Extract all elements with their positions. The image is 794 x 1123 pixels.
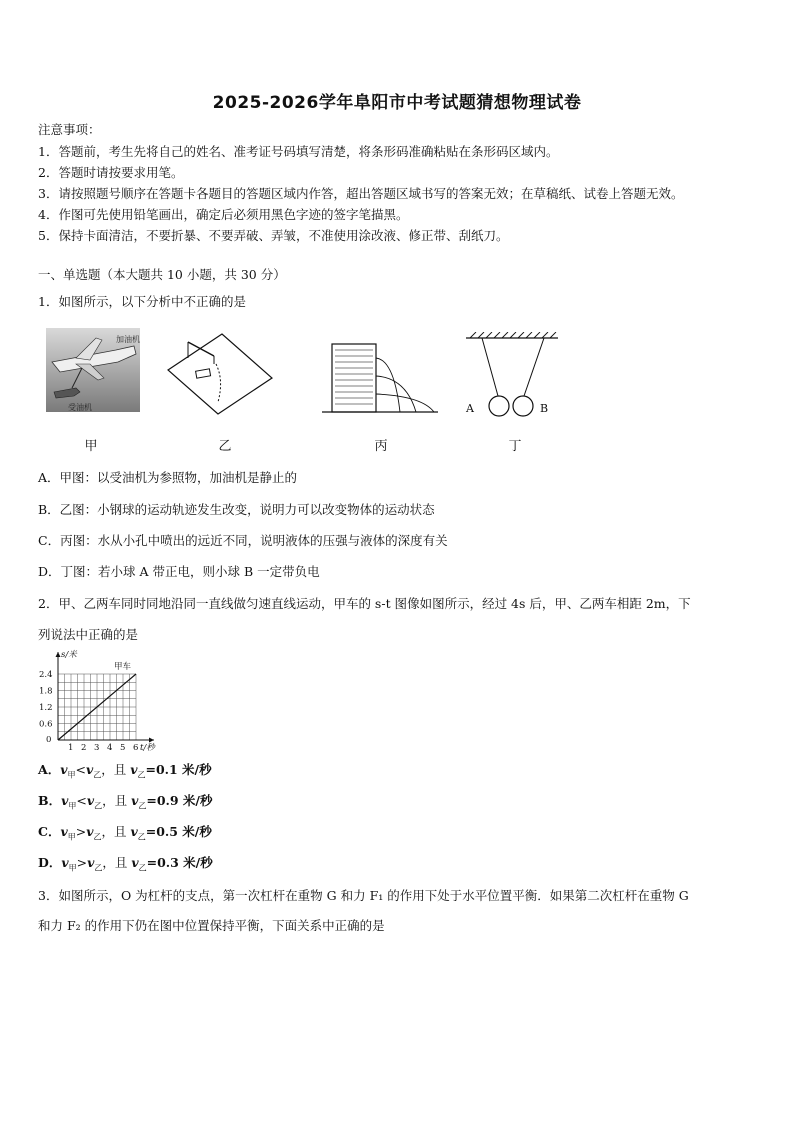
thread-a [482,338,498,396]
tanker-label: 加油机 [116,335,140,344]
series-label-jia: 甲车 [114,662,132,672]
y-tick-label: 0.6 [39,719,53,730]
thread-b [524,338,544,396]
water-jets [376,358,434,412]
x-axis-arrow [149,738,154,743]
q1-option-c: C．丙图：水从小孔中喷出的远近不同，说明液体的压强与液体的深度有关 [38,533,448,548]
y-tick-label: 2.4 [39,670,53,680]
q1-stem: 1．如图所示，以下分析中不正确的是 [38,294,246,309]
q1-option-a: A．甲图：以受油机为参照物，加油机是静止的 [38,470,298,485]
charged-balls-figure [462,332,562,420]
q3-stem-line2: 和力 F₂ 的作用下仍在图中位置保持平衡，下面关系中正确的是 [38,918,385,933]
q3-stem-line1: 3．如图所示，O 为杠杆的支点，第一次杠杆在重物 G 和力 F₁ 的作用下处于水平位置平衡．如果第二次杠杆在重物 G [38,888,689,903]
ball-a [489,396,509,416]
caption-yi: 乙 [218,439,232,454]
caption-bing: 丙 [374,439,388,454]
section-heading: 一、单选题（本大题共 10 小题，共 30 分） [38,267,286,282]
q2-option-d: D．$v_甲>v_乙$，且 $v_乙=0.3$ 米/秒 [38,855,213,873]
page-title: 2025-2026学年阜阳市中考试题猜想物理试卷 [212,93,582,113]
q2-option-a: A．$v_甲<v_乙$，且 $v_乙=0.1$ 米/秒 [38,762,212,780]
x-tick-label: 4 [107,743,113,752]
y-axis-label: s/米 [61,650,77,660]
x-tick-label: 2 [81,743,87,752]
y-axis-arrow [56,652,61,657]
x-tick-label: 5 [120,743,126,752]
q1-option-d: D．丁图：若小球 A 带正电，则小球 B 一定带负电 [38,564,320,579]
caption-jia: 甲 [84,439,98,454]
notice-item-2: 2．答题时请按要求用笔。 [38,165,184,180]
notice-heading: 注意事项： [38,122,101,137]
ball-magnet-figure [166,328,276,416]
ball-b-label: B [540,402,549,415]
q2-stem-line2: 列说法中正确的是 [38,627,139,642]
caption-ding: 丁 [508,439,522,454]
q2-option-c: C．$v_甲>v_乙$，且 $v_乙=0.5$ 米/秒 [38,824,212,842]
x-tick-label: 1 [68,743,74,752]
refueling-planes-figure [46,328,140,412]
water-jets-figure [322,336,438,414]
receiver-label: 受油机 [68,403,92,412]
x-axis-label: t/秒 [140,743,155,752]
ball-b [513,396,533,416]
ball-a-label: A [466,402,474,415]
q1-option-b: B．乙图：小钢球的运动轨迹发生改变，说明力可以改变物体的运动状态 [38,502,435,517]
container [332,344,376,412]
x-tick-label: 6 [133,743,139,752]
notice-item-4: 4．作图可先使用铅笔画出，确定后必须用黑色字迹的签字笔描黑。 [38,207,409,222]
table-board [168,334,272,414]
notice-item-1: 1．答题前，考生先将自己的姓名、准考证号码填写清楚，将条形码准确粘贴在条形码区域内。 [38,144,559,159]
st-graph [34,648,174,752]
q2-option-b: B．$v_甲<v_乙$，且 $v_乙=0.9$ 米/秒 [38,793,213,811]
notice-item-5: 5．保持卡面清洁，不要折暴、不要弄破、弄皱，不准使用涂改液、修正带、刮纸刀。 [38,228,509,243]
y-tick-label: 1.2 [39,703,53,713]
y-tick-label: 1.8 [39,686,53,697]
q2-stem-line1: 2．甲、乙两车同时同地沿同一直线做匀速直线运动，甲车的 s-t 图像如图所示，经过 4s 后，甲、乙两车相距 2m，下 [38,596,691,611]
notice-item-3: 3．请按照题号顺序在答题卡各题目的答题区域内作答，超出答题区域书写的答案无效；在草稿纸、试卷上答题无效。 [38,186,684,201]
x-tick-label: 0 [46,735,52,745]
x-tick-label: 3 [94,743,100,752]
